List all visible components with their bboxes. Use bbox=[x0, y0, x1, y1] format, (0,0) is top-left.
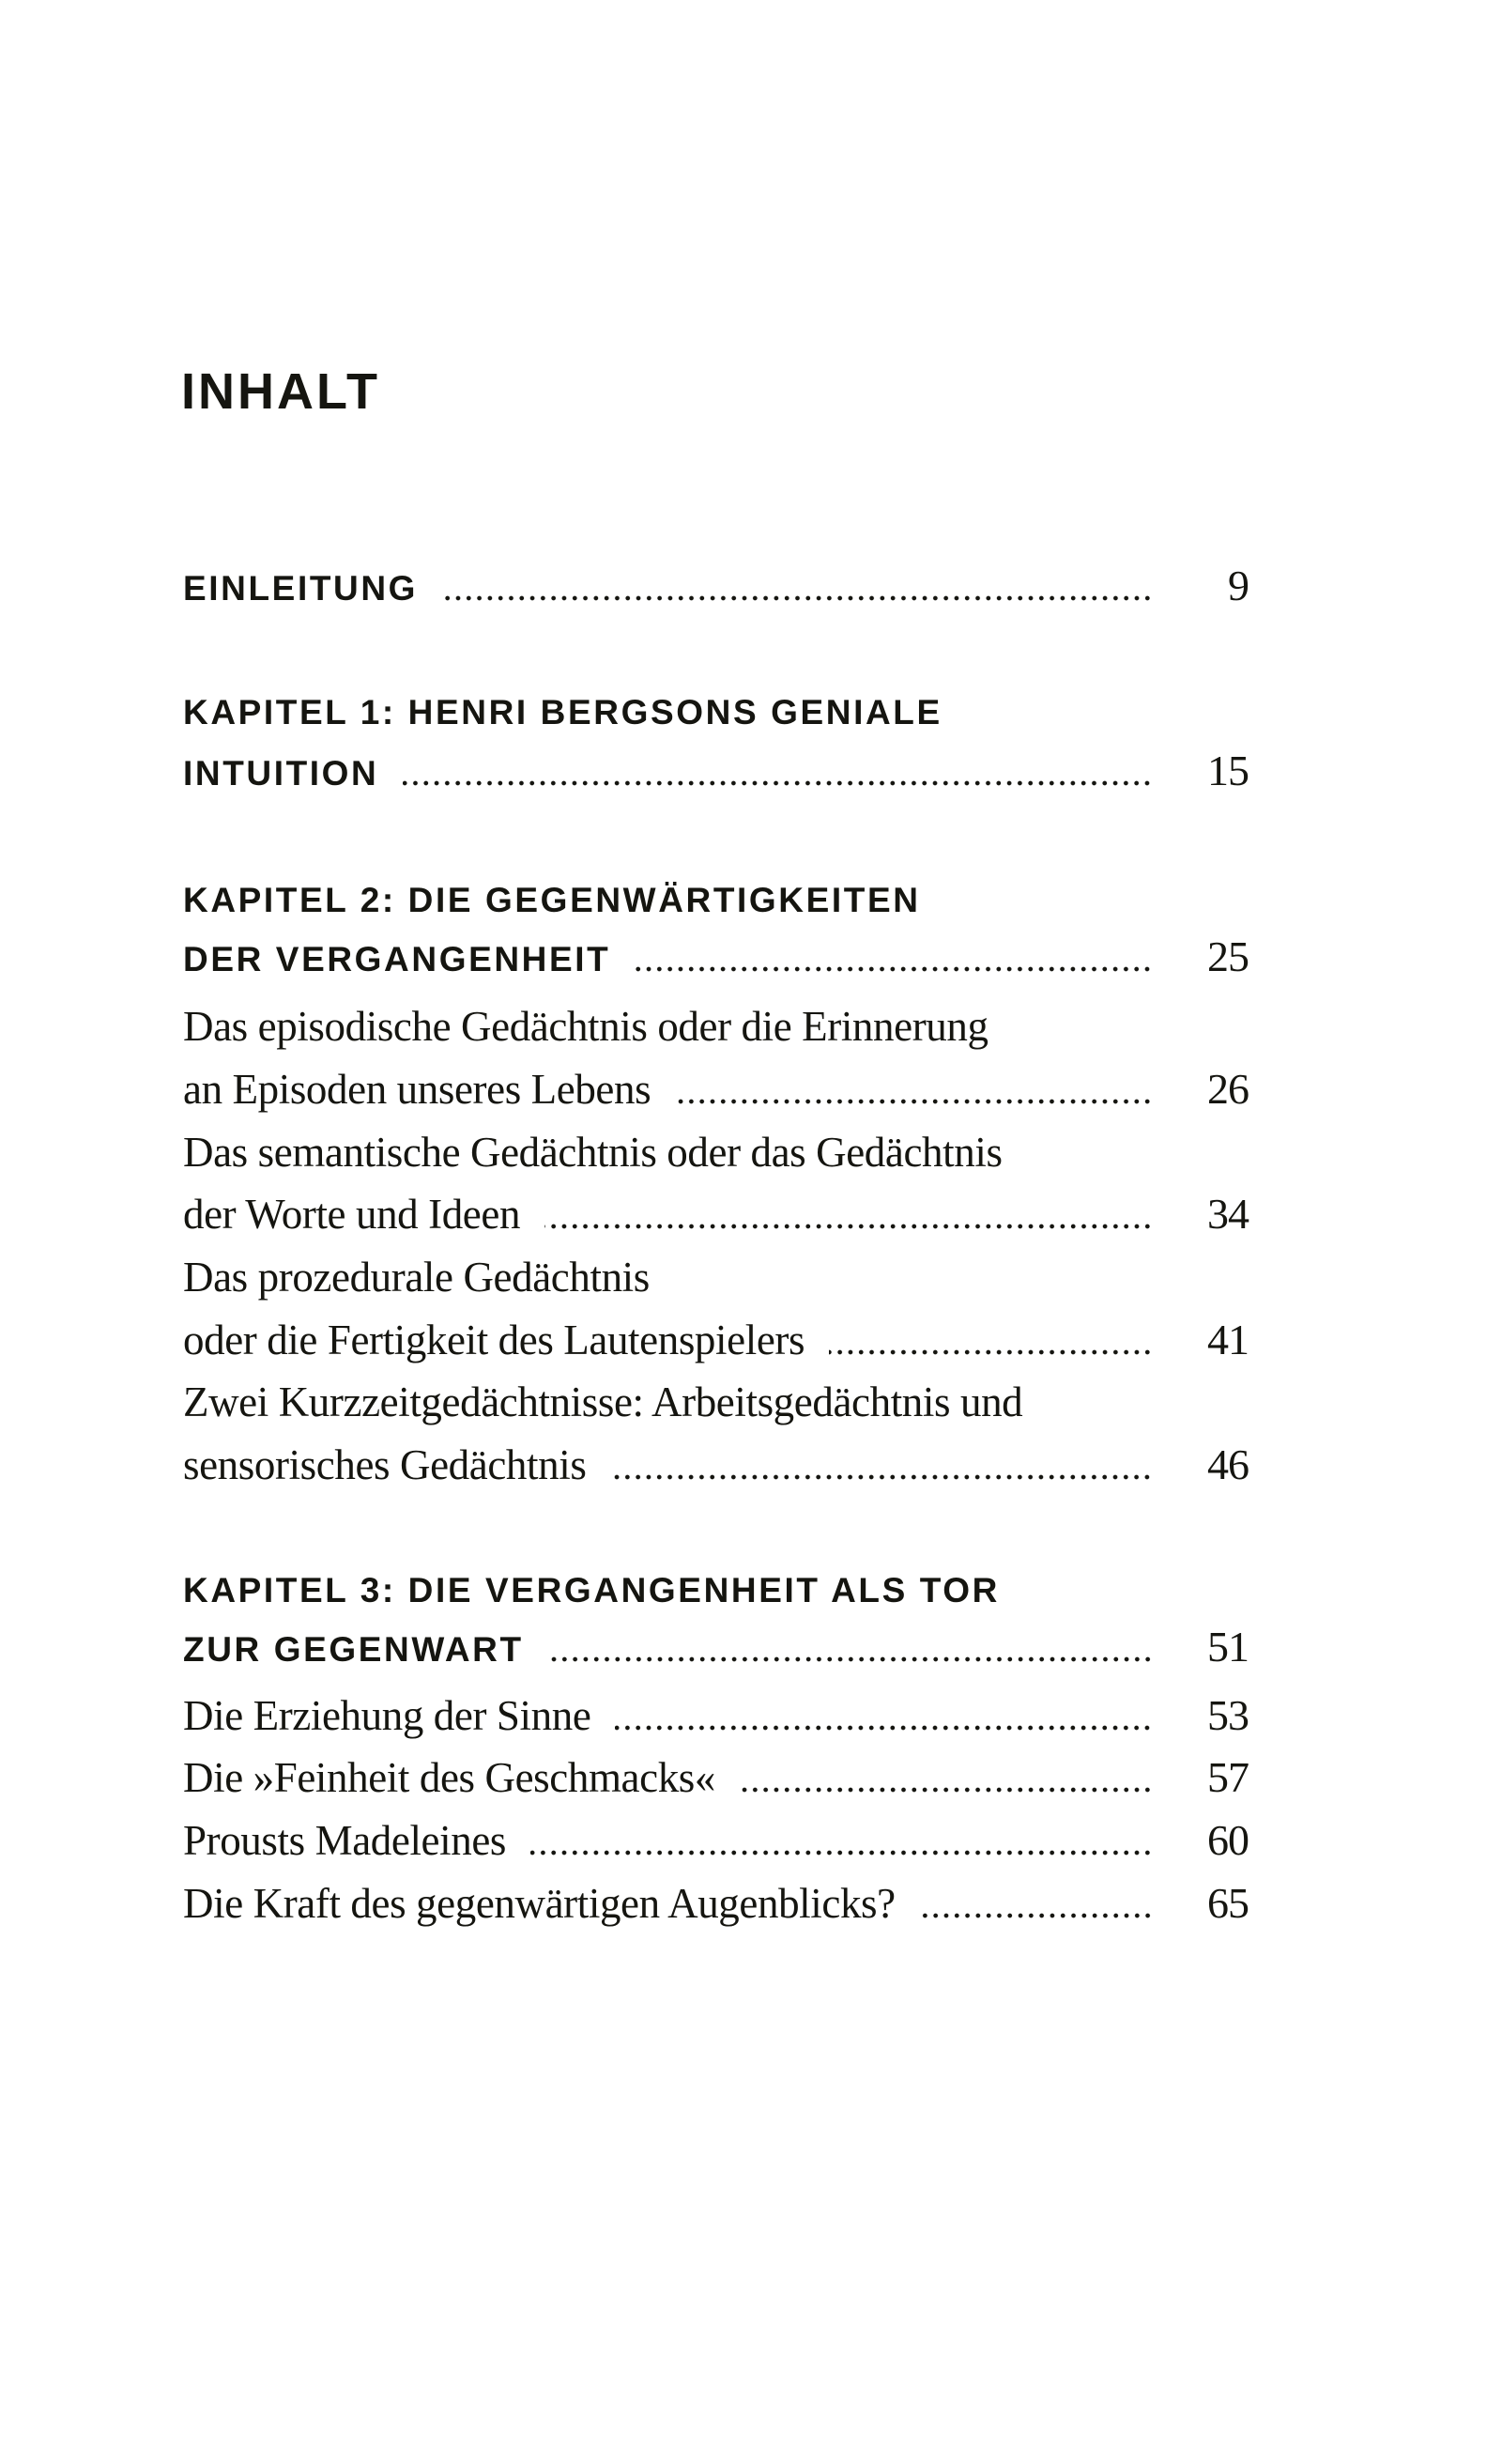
dot-leader bbox=[544, 1223, 1153, 1230]
toc-heading-label: KAPITEL 1: HENRI BERGSONS GENIALE bbox=[183, 693, 943, 732]
toc-section-kraft-des-augenblicks[interactable] bbox=[183, 1875, 1249, 1932]
page-number: 46 bbox=[1207, 1440, 1249, 1488]
toc-section-label: Zwei Kurzzeitgedächtnisse: Arbeitsgedächtnis und bbox=[183, 1378, 1023, 1425]
toc-section-feinheit-des-geschmacks[interactable] bbox=[183, 1749, 1249, 1806]
toc-section-prozedurales-gedaechtnis[interactable] bbox=[183, 1312, 1249, 1368]
toc-heading-label: ZUR GEGENWART bbox=[183, 1630, 524, 1669]
page-number: 41 bbox=[1207, 1316, 1249, 1363]
toc-section-label: Prousts Madeleines bbox=[183, 1817, 507, 1864]
page-number: 9 bbox=[1228, 562, 1249, 609]
dot-leader bbox=[920, 1912, 1153, 1919]
toc-section-label: Die Erziehung der Sinne bbox=[183, 1692, 591, 1739]
toc-section-line[interactable] bbox=[183, 1124, 1249, 1180]
dot-leader bbox=[740, 1786, 1153, 1794]
dot-leader bbox=[615, 1724, 1153, 1732]
toc-section-label: oder die Fertigkeit des Lautenspielers bbox=[183, 1317, 805, 1363]
page-number: 53 bbox=[1207, 1691, 1249, 1739]
toc-entry-kapitel-1[interactable] bbox=[183, 743, 1249, 799]
page-number: 15 bbox=[1207, 747, 1249, 794]
dot-leader bbox=[442, 594, 1153, 602]
page-number: 34 bbox=[1207, 1190, 1249, 1238]
toc-section-label: sensorisches Gedächtnis bbox=[183, 1441, 587, 1488]
toc-section-label: Das semantische Gedächtnis oder das Gedächtnis bbox=[183, 1129, 1003, 1176]
toc-section-label: Die Kraft des gegenwärtigen Augenblicks? bbox=[183, 1880, 896, 1927]
dot-leader bbox=[635, 965, 1153, 973]
toc-section-line[interactable] bbox=[183, 1249, 1249, 1305]
dot-leader bbox=[829, 1348, 1153, 1356]
toc-heading-label: DER VERGANGENHEIT bbox=[183, 940, 611, 978]
page-title: INHALT bbox=[181, 363, 380, 420]
toc-entry-kapitel-2[interactable] bbox=[183, 929, 1249, 985]
page-number: 57 bbox=[1207, 1753, 1249, 1801]
page-number: 26 bbox=[1207, 1065, 1249, 1113]
toc-heading-label: KAPITEL 2: DIE GEGENWÄRTIGKEITEN bbox=[183, 881, 921, 919]
page-number: 51 bbox=[1207, 1623, 1249, 1671]
toc-section-erziehung-der-sinne[interactable] bbox=[183, 1687, 1249, 1744]
toc-entry-einleitung[interactable] bbox=[183, 558, 1249, 614]
toc-entry-kapitel-3[interactable] bbox=[183, 1619, 1249, 1675]
toc-section-line[interactable] bbox=[183, 1374, 1249, 1430]
page-number: 60 bbox=[1207, 1816, 1249, 1864]
toc-section-label: Das episodische Gedächtnis oder die Erinnerung bbox=[183, 1003, 989, 1050]
dot-leader bbox=[610, 1473, 1153, 1481]
toc-section-label: Die »Feinheit des Geschmacks« bbox=[183, 1754, 716, 1801]
toc-section-label: an Episoden unseres Lebens bbox=[183, 1066, 651, 1113]
toc-section-line[interactable] bbox=[183, 998, 1249, 1055]
page-number: 65 bbox=[1207, 1879, 1249, 1927]
toc-heading-label: KAPITEL 3: DIE VERGANGENHEIT ALS TOR bbox=[183, 1571, 1001, 1609]
toc-heading-kapitel-2-line-1[interactable] bbox=[183, 872, 1249, 929]
toc-section-label: Das prozedurale Gedächtnis bbox=[183, 1254, 650, 1301]
toc-heading-label: INTUITION bbox=[183, 754, 379, 793]
dot-leader bbox=[403, 779, 1153, 787]
page-number: 25 bbox=[1207, 932, 1249, 980]
toc-heading-label: EINLEITUNG bbox=[183, 569, 419, 608]
toc-section-episodisches-gedaechtnis[interactable] bbox=[183, 1061, 1249, 1117]
dot-leader bbox=[675, 1098, 1153, 1105]
toc-section-kurzzeitgedaechtnisse[interactable] bbox=[183, 1437, 1249, 1493]
dot-leader bbox=[548, 1656, 1153, 1663]
toc-section-label: der Worte und Ideen bbox=[183, 1191, 521, 1238]
toc-section-prousts-madeleines[interactable] bbox=[183, 1812, 1249, 1869]
toc-heading-kapitel-3-line-1[interactable] bbox=[183, 1563, 1249, 1619]
toc-heading-kapitel-1-line-1[interactable] bbox=[183, 685, 1249, 741]
toc-section-semantisches-gedaechtnis[interactable] bbox=[183, 1186, 1249, 1242]
dot-leader bbox=[530, 1849, 1153, 1856]
